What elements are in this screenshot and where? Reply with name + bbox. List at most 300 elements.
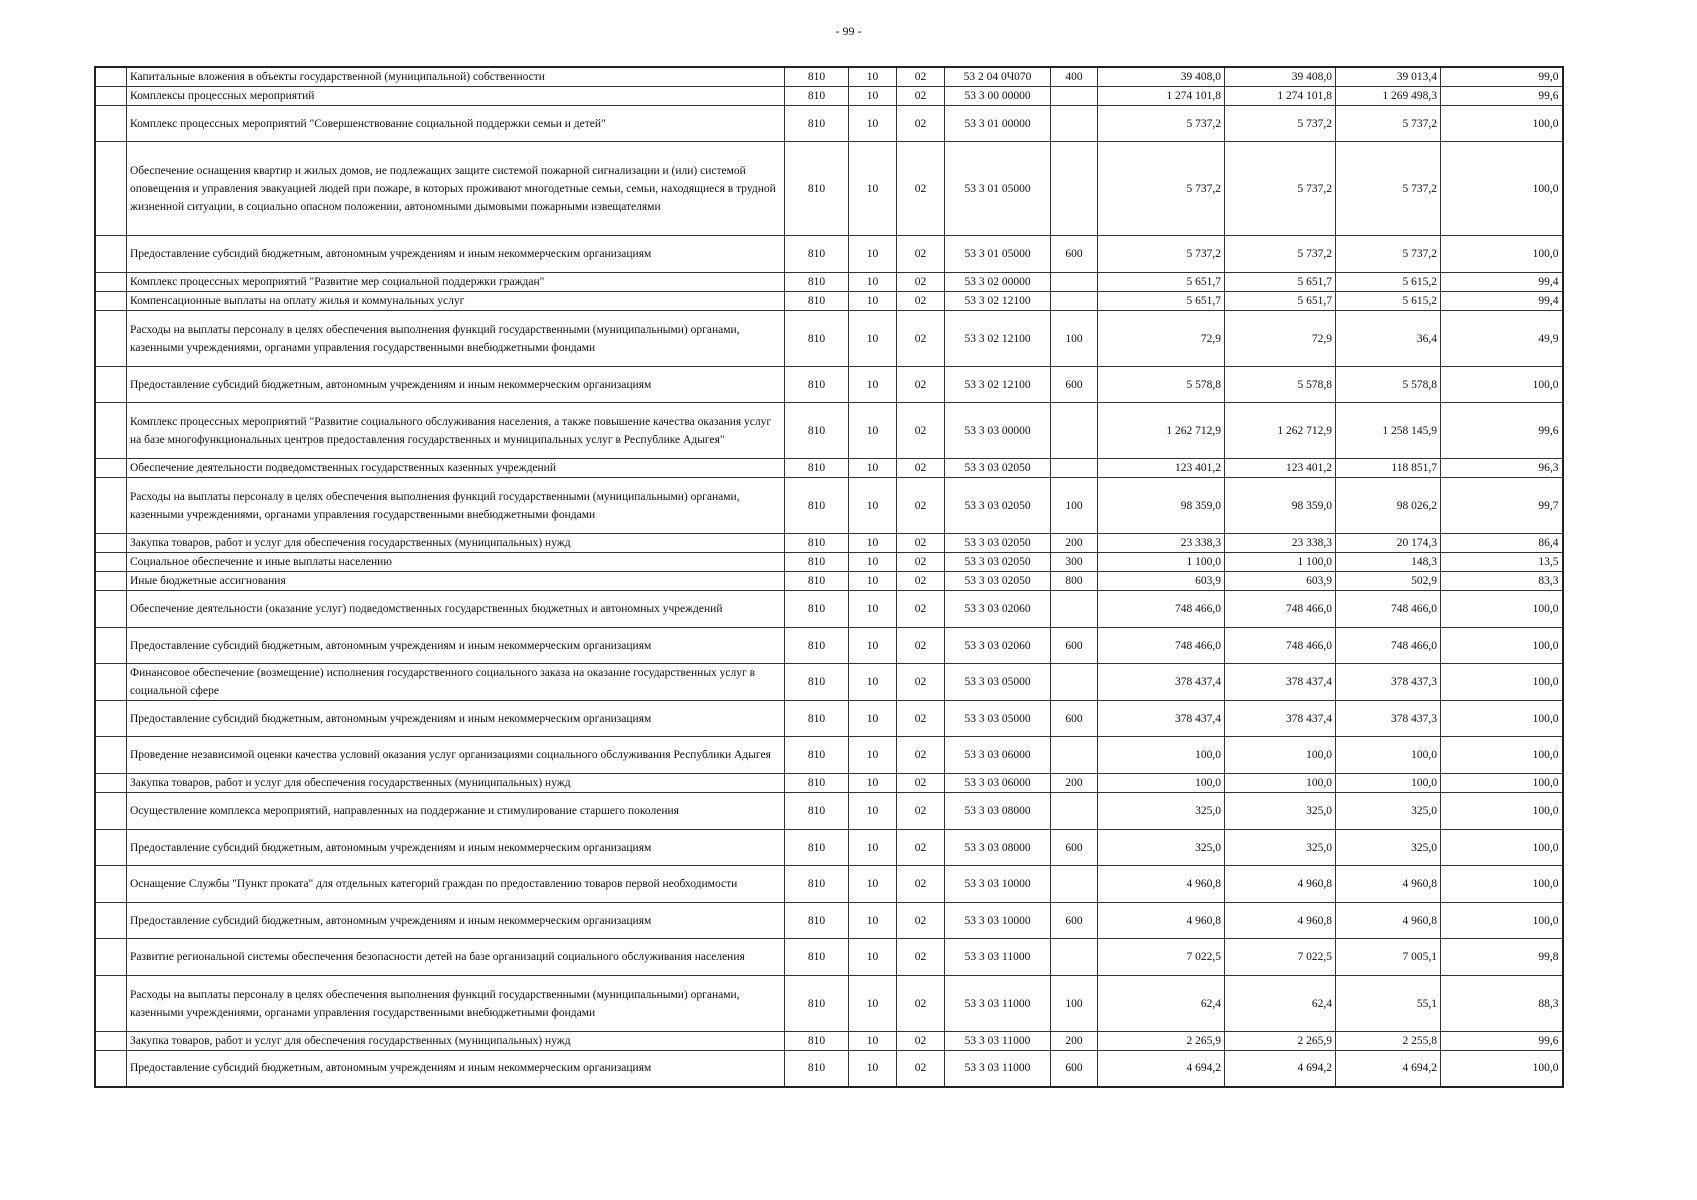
execution-percent-cell: 99,4 xyxy=(1441,273,1563,292)
row-margin-cell xyxy=(95,866,127,903)
subsection-code-cell: 02 xyxy=(897,830,945,866)
row-name-cell: Обеспечение деятельности подведомственных государственных казенных учреждений xyxy=(127,459,785,478)
row-name-cell: Обеспечение деятельности (оказание услуг) подведомственных государственных бюджетных и автономных учреждений xyxy=(127,591,785,628)
subsection-code-cell: 02 xyxy=(897,664,945,701)
section-code-cell: 10 xyxy=(849,67,897,87)
row-name-cell: Предоставление субсидий бюджетным, автономным учреждениям и иным некоммерческим организациям xyxy=(127,236,785,273)
executed-amount-cell: 5 615,2 xyxy=(1336,292,1441,311)
grbs-code-cell: 810 xyxy=(785,67,849,87)
row-name-cell: Комплекс процессных мероприятий "Совершенствование социальной поддержки семьи и детей" xyxy=(127,106,785,142)
executed-amount-cell: 748 466,0 xyxy=(1336,591,1441,628)
grbs-code-cell: 810 xyxy=(785,142,849,236)
grbs-code-cell: 810 xyxy=(785,591,849,628)
execution-percent-cell: 100,0 xyxy=(1441,367,1563,403)
row-name-cell: Закупка товаров, работ и услуг для обеспечения государственных (муниципальных) нужд xyxy=(127,1032,785,1051)
row-margin-cell xyxy=(95,793,127,830)
table-row xyxy=(95,774,1563,793)
expense-type-cell: 600 xyxy=(1051,830,1098,866)
section-code-cell: 10 xyxy=(849,459,897,478)
expense-type-cell: 200 xyxy=(1051,534,1098,553)
approved-amount-cell: 5 737,2 xyxy=(1098,106,1225,142)
executed-amount-cell: 100,0 xyxy=(1336,774,1441,793)
section-code-cell: 10 xyxy=(849,106,897,142)
grbs-code-cell: 810 xyxy=(785,553,849,572)
approved-amount-cell: 5 737,2 xyxy=(1098,142,1225,236)
expense-type-cell: 100 xyxy=(1051,311,1098,367)
target-article-cell: 53 3 03 00000 xyxy=(945,403,1051,459)
approved-amount-cell: 325,0 xyxy=(1098,830,1225,866)
row-margin-cell xyxy=(95,572,127,591)
section-code-cell: 10 xyxy=(849,939,897,976)
approved-amount-cell: 1 274 101,8 xyxy=(1098,87,1225,106)
target-article-cell: 53 3 03 10000 xyxy=(945,903,1051,939)
execution-percent-cell: 49,9 xyxy=(1441,311,1563,367)
row-margin-cell xyxy=(95,664,127,701)
table-row xyxy=(95,67,1563,87)
execution-percent-cell: 96,3 xyxy=(1441,459,1563,478)
approved-amount-cell: 1 100,0 xyxy=(1098,553,1225,572)
target-article-cell: 53 3 03 02050 xyxy=(945,459,1051,478)
subsection-code-cell: 02 xyxy=(897,939,945,976)
execution-percent-cell: 100,0 xyxy=(1441,903,1563,939)
row-margin-cell xyxy=(95,478,127,534)
table-body xyxy=(95,67,1563,1087)
row-margin-cell xyxy=(95,292,127,311)
adjusted-amount-cell: 748 466,0 xyxy=(1225,628,1336,664)
table-row xyxy=(95,311,1563,367)
approved-amount-cell: 5 578,8 xyxy=(1098,367,1225,403)
adjusted-amount-cell: 98 359,0 xyxy=(1225,478,1336,534)
executed-amount-cell: 325,0 xyxy=(1336,793,1441,830)
adjusted-amount-cell: 5 737,2 xyxy=(1225,106,1336,142)
grbs-code-cell: 810 xyxy=(785,866,849,903)
section-code-cell: 10 xyxy=(849,866,897,903)
row-margin-cell xyxy=(95,701,127,737)
expense-type-cell xyxy=(1051,793,1098,830)
subsection-code-cell: 02 xyxy=(897,737,945,774)
target-article-cell: 53 3 03 02050 xyxy=(945,572,1051,591)
section-code-cell: 10 xyxy=(849,903,897,939)
adjusted-amount-cell: 72,9 xyxy=(1225,311,1336,367)
subsection-code-cell: 02 xyxy=(897,142,945,236)
grbs-code-cell: 810 xyxy=(785,367,849,403)
execution-percent-cell: 99,7 xyxy=(1441,478,1563,534)
adjusted-amount-cell: 2 265,9 xyxy=(1225,1032,1336,1051)
subsection-code-cell: 02 xyxy=(897,459,945,478)
expense-type-cell xyxy=(1051,939,1098,976)
section-code-cell: 10 xyxy=(849,142,897,236)
target-article-cell: 53 3 00 00000 xyxy=(945,87,1051,106)
executed-amount-cell: 118 851,7 xyxy=(1336,459,1441,478)
target-article-cell: 53 3 02 12100 xyxy=(945,367,1051,403)
table-row xyxy=(95,367,1563,403)
subsection-code-cell: 02 xyxy=(897,67,945,87)
execution-percent-cell: 100,0 xyxy=(1441,142,1563,236)
executed-amount-cell: 55,1 xyxy=(1336,976,1441,1032)
row-margin-cell xyxy=(95,67,127,87)
execution-percent-cell: 83,3 xyxy=(1441,572,1563,591)
table-row xyxy=(95,939,1563,976)
row-margin-cell xyxy=(95,87,127,106)
subsection-code-cell: 02 xyxy=(897,87,945,106)
adjusted-amount-cell: 1 100,0 xyxy=(1225,553,1336,572)
approved-amount-cell: 62,4 xyxy=(1098,976,1225,1032)
table-row xyxy=(95,403,1563,459)
adjusted-amount-cell: 325,0 xyxy=(1225,793,1336,830)
approved-amount-cell: 123 401,2 xyxy=(1098,459,1225,478)
execution-percent-cell: 99,0 xyxy=(1441,67,1563,87)
row-margin-cell xyxy=(95,1032,127,1051)
grbs-code-cell: 810 xyxy=(785,774,849,793)
row-margin-cell xyxy=(95,830,127,866)
target-article-cell: 53 3 03 06000 xyxy=(945,737,1051,774)
table-row xyxy=(95,591,1563,628)
row-margin-cell xyxy=(95,236,127,273)
executed-amount-cell: 98 026,2 xyxy=(1336,478,1441,534)
adjusted-amount-cell: 62,4 xyxy=(1225,976,1336,1032)
row-name-cell: Компенсационные выплаты на оплату жилья и коммунальных услуг xyxy=(127,292,785,311)
row-name-cell: Капитальные вложения в объекты государственной (муниципальной) собственности xyxy=(127,67,785,87)
subsection-code-cell: 02 xyxy=(897,273,945,292)
executed-amount-cell: 1 269 498,3 xyxy=(1336,87,1441,106)
executed-amount-cell: 378 437,3 xyxy=(1336,701,1441,737)
row-margin-cell xyxy=(95,591,127,628)
execution-percent-cell: 88,3 xyxy=(1441,976,1563,1032)
expense-type-cell xyxy=(1051,737,1098,774)
executed-amount-cell: 5 578,8 xyxy=(1336,367,1441,403)
adjusted-amount-cell: 4 694,2 xyxy=(1225,1051,1336,1087)
executed-amount-cell: 4 694,2 xyxy=(1336,1051,1441,1087)
target-article-cell: 53 3 03 02050 xyxy=(945,534,1051,553)
grbs-code-cell: 810 xyxy=(785,478,849,534)
target-article-cell: 53 3 01 05000 xyxy=(945,142,1051,236)
section-code-cell: 10 xyxy=(849,737,897,774)
approved-amount-cell: 1 262 712,9 xyxy=(1098,403,1225,459)
execution-percent-cell: 100,0 xyxy=(1441,664,1563,701)
expense-type-cell: 100 xyxy=(1051,976,1098,1032)
row-name-cell: Проведение независимой оценки качества условий оказания услуг организациями социального обслуживания Республики Адыгея xyxy=(127,737,785,774)
section-code-cell: 10 xyxy=(849,367,897,403)
executed-amount-cell: 5 737,2 xyxy=(1336,142,1441,236)
approved-amount-cell: 748 466,0 xyxy=(1098,591,1225,628)
grbs-code-cell: 810 xyxy=(785,292,849,311)
subsection-code-cell: 02 xyxy=(897,106,945,142)
adjusted-amount-cell: 378 437,4 xyxy=(1225,664,1336,701)
expense-type-cell: 300 xyxy=(1051,553,1098,572)
approved-amount-cell: 7 022,5 xyxy=(1098,939,1225,976)
target-article-cell: 53 3 01 00000 xyxy=(945,106,1051,142)
approved-amount-cell: 4 694,2 xyxy=(1098,1051,1225,1087)
approved-amount-cell: 5 737,2 xyxy=(1098,236,1225,273)
execution-percent-cell: 99,6 xyxy=(1441,1032,1563,1051)
row-margin-cell xyxy=(95,106,127,142)
executed-amount-cell: 20 174,3 xyxy=(1336,534,1441,553)
adjusted-amount-cell: 4 960,8 xyxy=(1225,903,1336,939)
adjusted-amount-cell: 5 737,2 xyxy=(1225,236,1336,273)
table-row xyxy=(95,737,1563,774)
subsection-code-cell: 02 xyxy=(897,1051,945,1087)
target-article-cell: 53 3 02 12100 xyxy=(945,292,1051,311)
table-row xyxy=(95,478,1563,534)
adjusted-amount-cell: 4 960,8 xyxy=(1225,866,1336,903)
row-name-cell: Закупка товаров, работ и услуг для обеспечения государственных (муниципальных) нужд xyxy=(127,774,785,793)
row-name-cell: Осуществление комплекса мероприятий, направленных на поддержание и стимулирование старшего поколения xyxy=(127,793,785,830)
grbs-code-cell: 810 xyxy=(785,903,849,939)
subsection-code-cell: 02 xyxy=(897,774,945,793)
executed-amount-cell: 5 737,2 xyxy=(1336,106,1441,142)
row-margin-cell xyxy=(95,273,127,292)
row-name-cell: Предоставление субсидий бюджетным, автономным учреждениям и иным некоммерческим организациям xyxy=(127,903,785,939)
target-article-cell: 53 3 03 02060 xyxy=(945,591,1051,628)
target-article-cell: 53 3 03 11000 xyxy=(945,1032,1051,1051)
table-row xyxy=(95,1051,1563,1087)
grbs-code-cell: 810 xyxy=(785,830,849,866)
execution-percent-cell: 100,0 xyxy=(1441,701,1563,737)
grbs-code-cell: 810 xyxy=(785,664,849,701)
table-row xyxy=(95,87,1563,106)
subsection-code-cell: 02 xyxy=(897,553,945,572)
subsection-code-cell: 02 xyxy=(897,478,945,534)
adjusted-amount-cell: 1 262 712,9 xyxy=(1225,403,1336,459)
section-code-cell: 10 xyxy=(849,1051,897,1087)
executed-amount-cell: 748 466,0 xyxy=(1336,628,1441,664)
row-margin-cell xyxy=(95,939,127,976)
subsection-code-cell: 02 xyxy=(897,628,945,664)
target-article-cell: 53 3 01 05000 xyxy=(945,236,1051,273)
grbs-code-cell: 810 xyxy=(785,106,849,142)
execution-percent-cell: 13,5 xyxy=(1441,553,1563,572)
target-article-cell: 53 3 03 11000 xyxy=(945,1051,1051,1087)
section-code-cell: 10 xyxy=(849,591,897,628)
adjusted-amount-cell: 378 437,4 xyxy=(1225,701,1336,737)
approved-amount-cell: 603,9 xyxy=(1098,572,1225,591)
section-code-cell: 10 xyxy=(849,273,897,292)
approved-amount-cell: 100,0 xyxy=(1098,774,1225,793)
section-code-cell: 10 xyxy=(849,403,897,459)
section-code-cell: 10 xyxy=(849,701,897,737)
target-article-cell: 53 3 03 10000 xyxy=(945,866,1051,903)
execution-percent-cell: 99,8 xyxy=(1441,939,1563,976)
row-margin-cell xyxy=(95,403,127,459)
executed-amount-cell: 378 437,3 xyxy=(1336,664,1441,701)
approved-amount-cell: 748 466,0 xyxy=(1098,628,1225,664)
grbs-code-cell: 810 xyxy=(785,459,849,478)
subsection-code-cell: 02 xyxy=(897,866,945,903)
expense-type-cell xyxy=(1051,591,1098,628)
executed-amount-cell: 5 737,2 xyxy=(1336,236,1441,273)
subsection-code-cell: 02 xyxy=(897,903,945,939)
approved-amount-cell: 72,9 xyxy=(1098,311,1225,367)
executed-amount-cell: 325,0 xyxy=(1336,830,1441,866)
grbs-code-cell: 810 xyxy=(785,572,849,591)
target-article-cell: 53 3 03 02050 xyxy=(945,478,1051,534)
executed-amount-cell: 7 005,1 xyxy=(1336,939,1441,976)
executed-amount-cell: 39 013,4 xyxy=(1336,67,1441,87)
approved-amount-cell: 378 437,4 xyxy=(1098,664,1225,701)
execution-percent-cell: 100,0 xyxy=(1441,1051,1563,1087)
grbs-code-cell: 810 xyxy=(785,976,849,1032)
target-article-cell: 53 3 03 05000 xyxy=(945,664,1051,701)
adjusted-amount-cell: 603,9 xyxy=(1225,572,1336,591)
target-article-cell: 53 3 02 00000 xyxy=(945,273,1051,292)
subsection-code-cell: 02 xyxy=(897,976,945,1032)
grbs-code-cell: 810 xyxy=(785,939,849,976)
expense-type-cell: 600 xyxy=(1051,701,1098,737)
table-row xyxy=(95,866,1563,903)
subsection-code-cell: 02 xyxy=(897,701,945,737)
expense-type-cell: 200 xyxy=(1051,774,1098,793)
row-name-cell: Иные бюджетные ассигнования xyxy=(127,572,785,591)
adjusted-amount-cell: 1 274 101,8 xyxy=(1225,87,1336,106)
grbs-code-cell: 810 xyxy=(785,793,849,830)
expense-type-cell xyxy=(1051,292,1098,311)
grbs-code-cell: 810 xyxy=(785,311,849,367)
grbs-code-cell: 810 xyxy=(785,534,849,553)
table-row xyxy=(95,1032,1563,1051)
section-code-cell: 10 xyxy=(849,87,897,106)
subsection-code-cell: 02 xyxy=(897,1032,945,1051)
execution-percent-cell: 100,0 xyxy=(1441,106,1563,142)
executed-amount-cell: 36,4 xyxy=(1336,311,1441,367)
grbs-code-cell: 810 xyxy=(785,628,849,664)
expense-type-cell: 100 xyxy=(1051,478,1098,534)
execution-percent-cell: 100,0 xyxy=(1441,591,1563,628)
execution-percent-cell: 100,0 xyxy=(1441,628,1563,664)
table-row xyxy=(95,273,1563,292)
target-article-cell: 53 3 03 05000 xyxy=(945,701,1051,737)
section-code-cell: 10 xyxy=(849,572,897,591)
table-row xyxy=(95,793,1563,830)
table-row xyxy=(95,976,1563,1032)
row-name-cell: Расходы на выплаты персоналу в целях обеспечения выполнения функций государственными (муниципальными) органами, казенными учреждениями, органами управления государственными внебюджетными фондами xyxy=(127,478,785,534)
expense-type-cell: 400 xyxy=(1051,67,1098,87)
budget-table xyxy=(94,66,1564,1088)
target-article-cell: 53 2 04 0Ч070 xyxy=(945,67,1051,87)
adjusted-amount-cell: 5 578,8 xyxy=(1225,367,1336,403)
grbs-code-cell: 810 xyxy=(785,403,849,459)
expense-type-cell: 600 xyxy=(1051,367,1098,403)
executed-amount-cell: 5 615,2 xyxy=(1336,273,1441,292)
grbs-code-cell: 810 xyxy=(785,1051,849,1087)
target-article-cell: 53 3 03 11000 xyxy=(945,939,1051,976)
row-name-cell: Комплекс процессных мероприятий "Развитие социального обслуживания населения, а также повышение качества оказания услуг на базе многофункциональных центров предоставления государственных и муниципальных услуг в Республике Адыгея" xyxy=(127,403,785,459)
execution-percent-cell: 100,0 xyxy=(1441,236,1563,273)
section-code-cell: 10 xyxy=(849,793,897,830)
executed-amount-cell: 502,9 xyxy=(1336,572,1441,591)
expense-type-cell xyxy=(1051,459,1098,478)
row-name-cell: Закупка товаров, работ и услуг для обеспечения государственных (муниципальных) нужд xyxy=(127,534,785,553)
grbs-code-cell: 810 xyxy=(785,273,849,292)
section-code-cell: 10 xyxy=(849,311,897,367)
row-name-cell: Предоставление субсидий бюджетным, автономным учреждениям и иным некоммерческим организациям xyxy=(127,830,785,866)
grbs-code-cell: 810 xyxy=(785,1032,849,1051)
expense-type-cell: 600 xyxy=(1051,628,1098,664)
section-code-cell: 10 xyxy=(849,1032,897,1051)
approved-amount-cell: 378 437,4 xyxy=(1098,701,1225,737)
target-article-cell: 53 3 03 08000 xyxy=(945,793,1051,830)
execution-percent-cell: 100,0 xyxy=(1441,774,1563,793)
executed-amount-cell: 148,3 xyxy=(1336,553,1441,572)
expense-type-cell xyxy=(1051,273,1098,292)
adjusted-amount-cell: 5 737,2 xyxy=(1225,142,1336,236)
table-row xyxy=(95,534,1563,553)
row-margin-cell xyxy=(95,367,127,403)
table-row xyxy=(95,459,1563,478)
grbs-code-cell: 810 xyxy=(785,87,849,106)
row-name-cell: Расходы на выплаты персоналу в целях обеспечения выполнения функций государственными (муниципальными) органами, казенными учреждениями, органами управления государственными внебюджетными фондами xyxy=(127,976,785,1032)
table-row xyxy=(95,701,1563,737)
row-margin-cell xyxy=(95,534,127,553)
target-article-cell: 53 3 03 06000 xyxy=(945,774,1051,793)
row-name-cell: Социальное обеспечение и иные выплаты населению xyxy=(127,553,785,572)
expense-type-cell xyxy=(1051,403,1098,459)
expense-type-cell xyxy=(1051,87,1098,106)
executed-amount-cell: 1 258 145,9 xyxy=(1336,403,1441,459)
table-row xyxy=(95,830,1563,866)
adjusted-amount-cell: 23 338,3 xyxy=(1225,534,1336,553)
approved-amount-cell: 39 408,0 xyxy=(1098,67,1225,87)
target-article-cell: 53 3 03 08000 xyxy=(945,830,1051,866)
section-code-cell: 10 xyxy=(849,830,897,866)
expense-type-cell: 200 xyxy=(1051,1032,1098,1051)
approved-amount-cell: 325,0 xyxy=(1098,793,1225,830)
row-name-cell: Финансовое обеспечение (возмещение) исполнения государственного социального заказа на оказание государственных услуг в социальной сфере xyxy=(127,664,785,701)
row-name-cell: Комплекс процессных мероприятий "Развитие мер социальной поддержки граждан" xyxy=(127,273,785,292)
execution-percent-cell: 86,4 xyxy=(1441,534,1563,553)
row-margin-cell xyxy=(95,628,127,664)
execution-percent-cell: 100,0 xyxy=(1441,866,1563,903)
table-row xyxy=(95,106,1563,142)
table-row xyxy=(95,628,1563,664)
table-row xyxy=(95,553,1563,572)
table-row xyxy=(95,572,1563,591)
subsection-code-cell: 02 xyxy=(897,292,945,311)
row-margin-cell xyxy=(95,976,127,1032)
subsection-code-cell: 02 xyxy=(897,236,945,273)
expense-type-cell: 800 xyxy=(1051,572,1098,591)
section-code-cell: 10 xyxy=(849,553,897,572)
adjusted-amount-cell: 100,0 xyxy=(1225,774,1336,793)
row-margin-cell xyxy=(95,903,127,939)
executed-amount-cell: 2 255,8 xyxy=(1336,1032,1441,1051)
row-name-cell: Предоставление субсидий бюджетным, автономным учреждениям и иным некоммерческим организациям xyxy=(127,701,785,737)
executed-amount-cell: 4 960,8 xyxy=(1336,903,1441,939)
grbs-code-cell: 810 xyxy=(785,737,849,774)
row-name-cell: Обеспечение оснащения квартир и жилых домов, не подлежащих защите системой пожарной сигнализации и (или) системой оповещения и управления эвакуацией людей при пожаре, в которых проживают многодетные семьи, семьи, находящиеся в трудной жизненной ситуации, в социально опасном положении, автономными дымовыми пожарными извещателями xyxy=(127,142,785,236)
adjusted-amount-cell: 7 022,5 xyxy=(1225,939,1336,976)
subsection-code-cell: 02 xyxy=(897,793,945,830)
row-name-cell: Предоставление субсидий бюджетным, автономным учреждениям и иным некоммерческим организациям xyxy=(127,367,785,403)
table-row xyxy=(95,903,1563,939)
subsection-code-cell: 02 xyxy=(897,367,945,403)
subsection-code-cell: 02 xyxy=(897,403,945,459)
approved-amount-cell: 23 338,3 xyxy=(1098,534,1225,553)
target-article-cell: 53 3 03 11000 xyxy=(945,976,1051,1032)
expense-type-cell: 600 xyxy=(1051,1051,1098,1087)
section-code-cell: 10 xyxy=(849,236,897,273)
executed-amount-cell: 100,0 xyxy=(1336,737,1441,774)
section-code-cell: 10 xyxy=(849,292,897,311)
adjusted-amount-cell: 748 466,0 xyxy=(1225,591,1336,628)
row-name-cell: Расходы на выплаты персоналу в целях обеспечения выполнения функций государственными (муниципальными) органами, казенными учреждениями, органами управления государственными внебюджетными фондами xyxy=(127,311,785,367)
section-code-cell: 10 xyxy=(849,628,897,664)
section-code-cell: 10 xyxy=(849,478,897,534)
approved-amount-cell: 4 960,8 xyxy=(1098,903,1225,939)
adjusted-amount-cell: 123 401,2 xyxy=(1225,459,1336,478)
target-article-cell: 53 3 03 02060 xyxy=(945,628,1051,664)
approved-amount-cell: 100,0 xyxy=(1098,737,1225,774)
page-number: - 99 - xyxy=(835,24,862,38)
